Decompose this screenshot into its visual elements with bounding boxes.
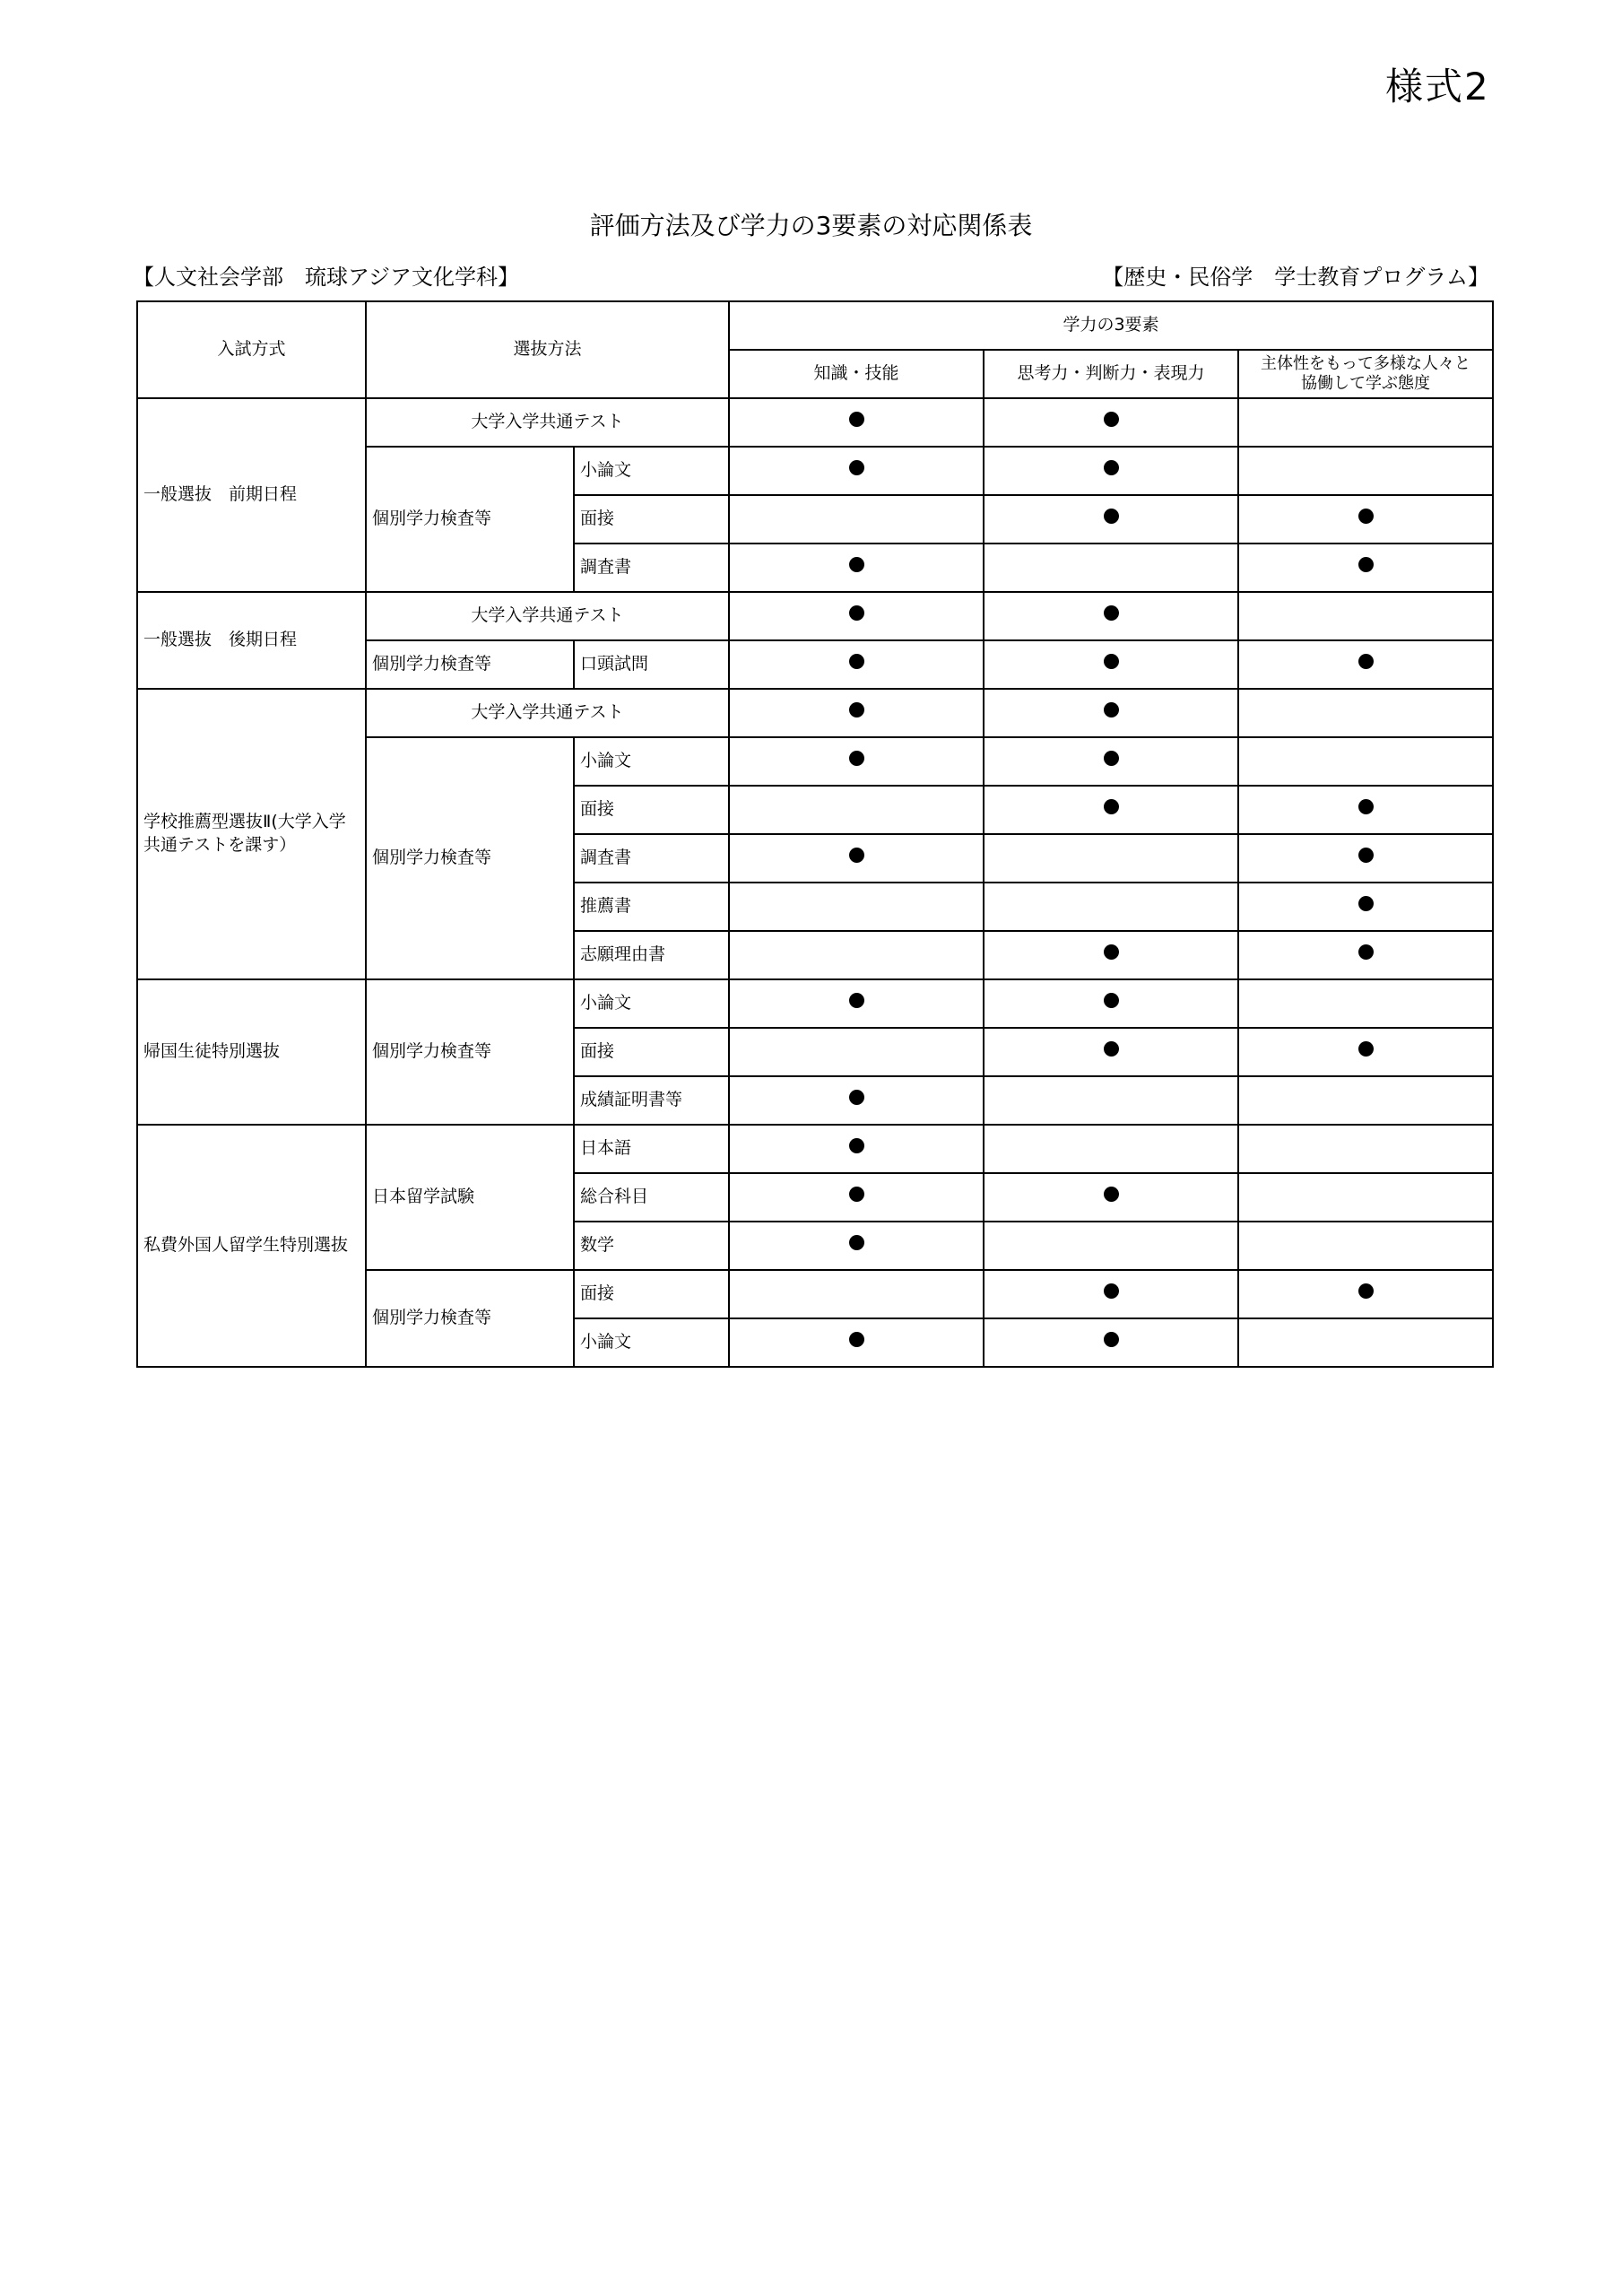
mark-cell bbox=[984, 786, 1238, 834]
filled-circle-mark bbox=[1104, 1041, 1119, 1057]
mark-cell bbox=[729, 1173, 984, 1222]
filled-circle-mark bbox=[1358, 509, 1374, 524]
method-item-cell: 面接 bbox=[574, 1270, 729, 1318]
exam-type-cell: 一般選抜 前期日程 bbox=[137, 398, 366, 592]
table-row bbox=[137, 592, 1493, 640]
mark-cell bbox=[729, 544, 984, 592]
mark-cell bbox=[1238, 931, 1493, 979]
mark-cell bbox=[984, 689, 1238, 737]
header-thinking: 思考力・判断力・表現力 bbox=[984, 350, 1238, 398]
filled-circle-mark bbox=[1104, 702, 1119, 718]
mark-cell bbox=[729, 398, 984, 447]
mark-cell bbox=[984, 495, 1238, 544]
mark-cell bbox=[984, 1125, 1238, 1173]
mark-cell bbox=[1238, 1270, 1493, 1318]
mark-cell bbox=[984, 1318, 1238, 1367]
filled-circle-mark bbox=[849, 1235, 864, 1250]
form-number: 様式2 bbox=[1385, 65, 1490, 109]
table-row bbox=[137, 979, 1493, 1028]
mark-cell bbox=[1238, 447, 1493, 495]
mark-cell bbox=[1238, 640, 1493, 689]
filled-circle-mark bbox=[1358, 1283, 1374, 1299]
method-item-cell: 調査書 bbox=[574, 834, 729, 883]
filled-circle-mark bbox=[1104, 1332, 1119, 1347]
filled-circle-mark bbox=[1104, 1283, 1119, 1299]
mark-cell bbox=[984, 1028, 1238, 1076]
mark-cell bbox=[1238, 786, 1493, 834]
exam-type-cell: 学校推薦型選抜Ⅱ(大学入学共通テストを課す） bbox=[137, 689, 366, 979]
filled-circle-mark bbox=[849, 1187, 864, 1202]
method-group-cell: 個別学力検査等 bbox=[366, 1270, 574, 1367]
mark-cell bbox=[1238, 495, 1493, 544]
mark-cell bbox=[1238, 1222, 1493, 1270]
mark-cell bbox=[729, 447, 984, 495]
filled-circle-mark bbox=[849, 605, 864, 621]
mark-cell bbox=[1238, 1076, 1493, 1125]
header-row bbox=[137, 301, 1493, 350]
method-item-cell: 総合科目 bbox=[574, 1173, 729, 1222]
mark-cell bbox=[729, 883, 984, 931]
method-item-cell: 日本語 bbox=[574, 1125, 729, 1173]
mark-cell bbox=[729, 1270, 984, 1318]
filled-circle-mark bbox=[1104, 460, 1119, 475]
exam-type-cell: 私費外国人留学生特別選抜 bbox=[137, 1125, 366, 1367]
method-group-cell: 大学入学共通テスト bbox=[366, 592, 729, 640]
mark-cell bbox=[984, 398, 1238, 447]
mark-cell bbox=[729, 1318, 984, 1367]
header-knowledge: 知識・技能 bbox=[729, 350, 984, 398]
document-title: 評価方法及び学力の3要素の対応関係表 bbox=[589, 211, 1033, 240]
filled-circle-mark bbox=[1358, 1041, 1374, 1057]
mark-cell bbox=[1238, 737, 1493, 786]
mark-cell bbox=[984, 834, 1238, 883]
filled-circle-mark bbox=[849, 654, 864, 669]
method-item-cell: 面接 bbox=[574, 786, 729, 834]
header-method: 選抜方法 bbox=[366, 301, 729, 398]
mark-cell bbox=[729, 592, 984, 640]
mark-cell bbox=[729, 786, 984, 834]
method-item-cell: 小論文 bbox=[574, 737, 729, 786]
mark-cell bbox=[984, 883, 1238, 931]
mark-cell bbox=[729, 1076, 984, 1125]
exam-type-cell: 帰国生徒特別選抜 bbox=[137, 979, 366, 1125]
header-attitude: 主体性をもって多様な人々と協働して学ぶ態度 bbox=[1238, 350, 1493, 398]
filled-circle-mark bbox=[849, 993, 864, 1008]
mark-cell bbox=[729, 931, 984, 979]
mark-cell bbox=[1238, 834, 1493, 883]
mark-cell bbox=[984, 447, 1238, 495]
mark-cell bbox=[729, 834, 984, 883]
mark-cell bbox=[729, 1028, 984, 1076]
filled-circle-mark bbox=[1358, 944, 1374, 960]
method-item-cell: 面接 bbox=[574, 1028, 729, 1076]
filled-circle-mark bbox=[1358, 896, 1374, 911]
mark-cell bbox=[984, 640, 1238, 689]
method-item-cell: 小論文 bbox=[574, 1318, 729, 1367]
filled-circle-mark bbox=[1358, 848, 1374, 863]
filled-circle-mark bbox=[1358, 799, 1374, 814]
header-exam-type: 入試方式 bbox=[137, 301, 366, 398]
filled-circle-mark bbox=[849, 751, 864, 766]
filled-circle-mark bbox=[849, 412, 864, 427]
method-group-cell: 大学入学共通テスト bbox=[366, 689, 729, 737]
filled-circle-mark bbox=[1104, 412, 1119, 427]
mark-cell bbox=[984, 931, 1238, 979]
mark-cell bbox=[984, 737, 1238, 786]
filled-circle-mark bbox=[849, 702, 864, 718]
mark-cell bbox=[729, 640, 984, 689]
mark-cell bbox=[984, 1222, 1238, 1270]
mark-cell bbox=[984, 1076, 1238, 1125]
mark-cell bbox=[729, 495, 984, 544]
filled-circle-mark bbox=[1104, 509, 1119, 524]
mark-cell bbox=[1238, 1125, 1493, 1173]
filled-circle-mark bbox=[849, 1332, 864, 1347]
mark-cell bbox=[1238, 592, 1493, 640]
filled-circle-mark bbox=[1104, 1187, 1119, 1202]
mark-cell bbox=[984, 979, 1238, 1028]
filled-circle-mark bbox=[849, 1138, 864, 1153]
method-item-cell: 小論文 bbox=[574, 447, 729, 495]
method-item-cell: 調査書 bbox=[574, 544, 729, 592]
filled-circle-mark bbox=[849, 460, 864, 475]
mark-cell bbox=[1238, 979, 1493, 1028]
method-group-cell: 日本留学試験 bbox=[366, 1125, 574, 1270]
header-elements: 学力の3要素 bbox=[729, 301, 1493, 350]
method-group-cell: 大学入学共通テスト bbox=[366, 398, 729, 447]
filled-circle-mark bbox=[849, 1090, 864, 1105]
evaluation-table bbox=[136, 300, 1494, 1368]
filled-circle-mark bbox=[1104, 993, 1119, 1008]
exam-type-cell: 一般選抜 後期日程 bbox=[137, 592, 366, 689]
method-item-cell: 面接 bbox=[574, 495, 729, 544]
filled-circle-mark bbox=[1104, 799, 1119, 814]
filled-circle-mark bbox=[1104, 605, 1119, 621]
mark-cell bbox=[984, 592, 1238, 640]
filled-circle-mark bbox=[1104, 654, 1119, 669]
mark-cell bbox=[984, 1173, 1238, 1222]
mark-cell bbox=[1238, 1028, 1493, 1076]
mark-cell bbox=[729, 1222, 984, 1270]
method-item-cell: 小論文 bbox=[574, 979, 729, 1028]
filled-circle-mark bbox=[849, 848, 864, 863]
method-item-cell: 志願理由書 bbox=[574, 931, 729, 979]
mark-cell bbox=[729, 1125, 984, 1173]
filled-circle-mark bbox=[1104, 944, 1119, 960]
filled-circle-mark bbox=[849, 557, 864, 572]
mark-cell bbox=[984, 1270, 1238, 1318]
filled-circle-mark bbox=[1358, 557, 1374, 572]
filled-circle-mark bbox=[1358, 654, 1374, 669]
method-item-cell: 成績証明書等 bbox=[574, 1076, 729, 1125]
mark-cell bbox=[1238, 398, 1493, 447]
method-group-cell: 個別学力検査等 bbox=[366, 979, 574, 1125]
method-group-cell: 個別学力検査等 bbox=[366, 640, 574, 689]
method-group-cell: 個別学力検査等 bbox=[366, 447, 574, 592]
method-item-cell: 数学 bbox=[574, 1222, 729, 1270]
filled-circle-mark bbox=[1104, 751, 1119, 766]
mark-cell bbox=[729, 737, 984, 786]
mark-cell bbox=[984, 544, 1238, 592]
mark-cell bbox=[729, 689, 984, 737]
mark-cell bbox=[1238, 1173, 1493, 1222]
method-item-cell: 推薦書 bbox=[574, 883, 729, 931]
mark-cell bbox=[1238, 883, 1493, 931]
program-label: 【歴史・民俗学 学士教育プログラム】 bbox=[1102, 265, 1489, 290]
mark-cell bbox=[1238, 689, 1493, 737]
faculty-label: 【人文社会学部 琉球アジア文化学科】 bbox=[133, 265, 520, 290]
table-row bbox=[137, 398, 1493, 447]
method-item-cell: 口頭試問 bbox=[574, 640, 729, 689]
table-row bbox=[137, 689, 1493, 737]
method-group-cell: 個別学力検査等 bbox=[366, 737, 574, 979]
mark-cell bbox=[729, 979, 984, 1028]
mark-cell bbox=[1238, 544, 1493, 592]
mark-cell bbox=[1238, 1318, 1493, 1367]
table-row bbox=[137, 1125, 1493, 1173]
